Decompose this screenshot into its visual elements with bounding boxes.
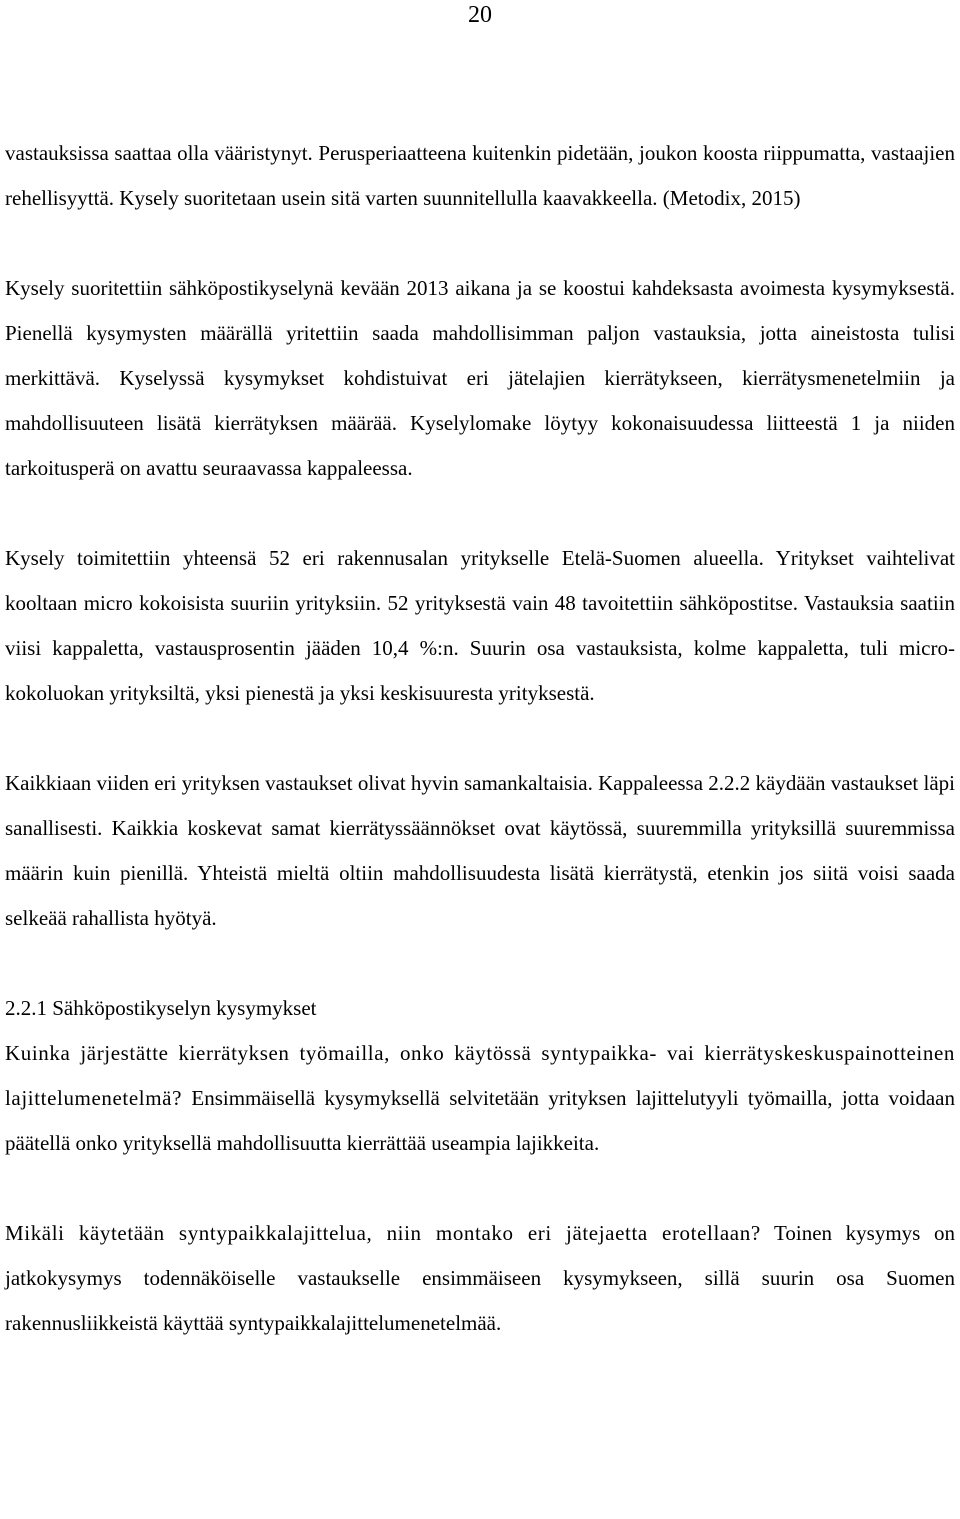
question-1-paragraph [5,1031,955,1166]
page-number: 20 [468,2,492,28]
paragraph-3: Kysely toimitettiin yhteensä 52 eri rakennusalan yritykselle Etelä-Suomen alueella. Yritykset vaihtelivat kooltaan micro kokoisista suuriin yrityksiin. 52 yrityksestä vain 48 tavoitettiin sähköpostitse. Vastauksia saatiin viisi kappaletta, vastausprosentin jääden 10,4 %:n. Suurin osa vastauksista, kolme kappaletta, tuli micro-kokoluokan yrityksiltä, yksi pienestä ja yksi keskisuuresta yrityksestä. [5,546,955,705]
question-1-explanation: Ensimmäisellä kysymyksellä selvitetään yrityksen lajittelutyyli työmailla, jotta voidaan päätellä onko yrityksellä mahdollisuutta kierrättää useampia lajikkeita. [5,1086,956,1155]
paragraph-4: Kaikkiaan viiden eri yrityksen vastaukset olivat hyvin samankaltaisia. Kappaleessa 2.2.2 käydään vastaukset läpi sanallisesti. Kaikkia koskevat samat kierrätyssäännökset ovat käytössä, suuremmilla yrityksillä suuremmissa määrin kuin pienillä. Yhteistä mieltä oltiin mahdollisuudesta lisätä kierrätystä, etenkin jos siitä voisi saada selkeää rahallista hyötyä. [5,771,955,930]
question-2: Mikäli käytetään syntypaikkalajittelua, niin montako eri jätejaetta erotellaan? [5,1221,761,1245]
paragraph-2: Kysely suoritettiin sähköpostikyselynä kevään 2013 aikana ja se koostui kahdeksasta avoimesta kysymyksestä. Pienellä kysymysten määrällä yritettiin saada mahdollisimman paljon vastauksia, jotta aineistosta tulisi merkittävä. Kyselyssä kysymykset kohdistuivat eri jätelajien kierrätykseen, kierrätysmenetelmiin ja mahdollisuuteen lisätä kierrätyksen määrää. Kyselylomake löytyy kokonaisuudessa liitteestä 1 ja niiden tarkoitusperä on avattu seuraavassa kappaleessa. [5,276,955,480]
document-body [5,131,955,1346]
question-2-explanation: Toinen kysymys on jatkokysymys todennäköiselle vastaukselle ensimmäiseen kysymykseen, sillä suurin osa Suomen rakennusliikkeistä käyttää syntypaikkalajittelumenetelmää. [5,1221,955,1335]
question-1: Kuinka järjestätte kierrätyksen työmailla, onko käytössä syntypaikka- vai kierrätyskeskuspainotteinen lajittelumenetelmä? [5,1041,955,1110]
paragraph-1: vastauksissa saattaa olla vääristynyt. Perusperiaatteena kuitenkin pidetään, joukon koosta riippumatta, vastaajien rehellisyyttä. Kysely suoritetaan usein sitä varten suunnitellulla kaavakkeella. (Metodix, 2015) [5,141,955,210]
section-heading: 2.2.1 Sähköpostikyselyn kysymykset [5,996,317,1020]
question-2-paragraph [5,1211,955,1346]
